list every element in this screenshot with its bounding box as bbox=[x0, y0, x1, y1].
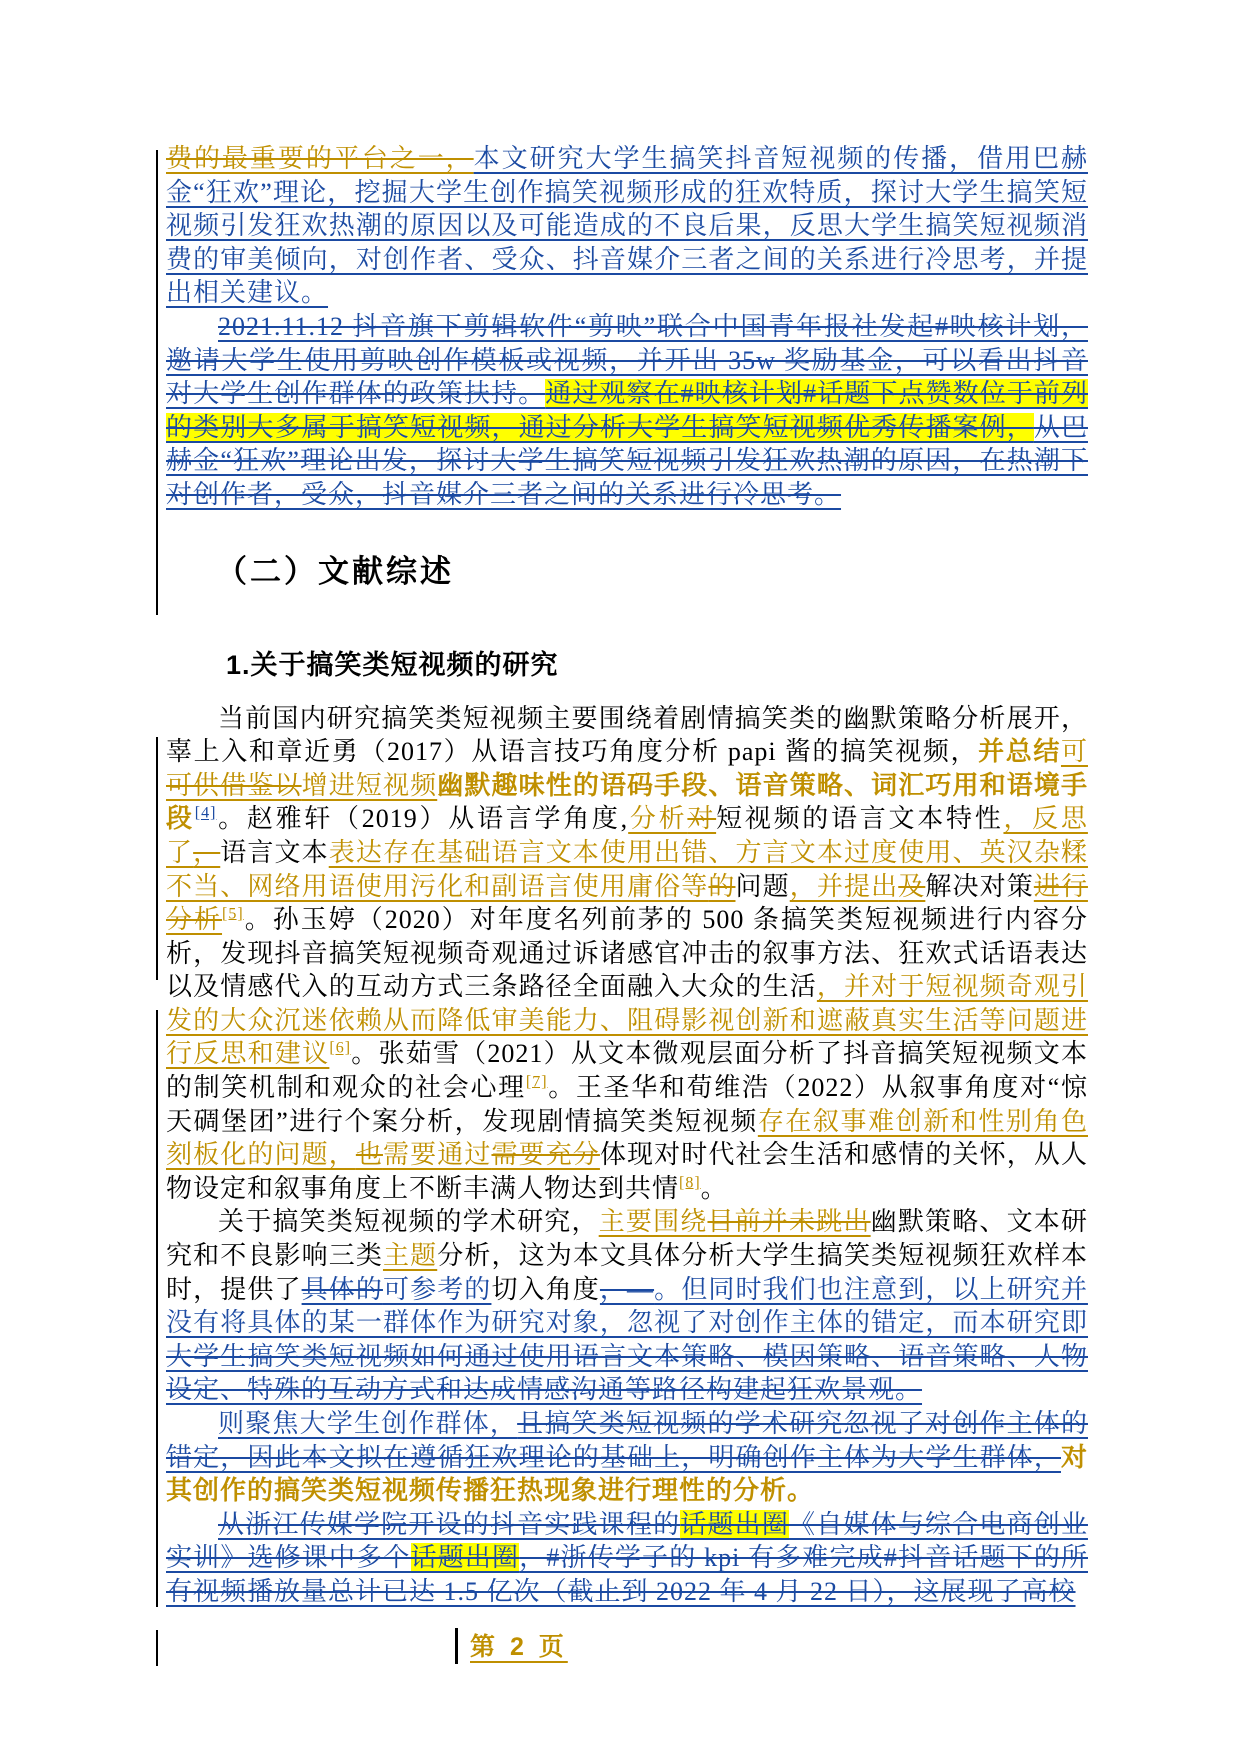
text-run: [5] bbox=[222, 905, 244, 923]
text-run: 通过观察在#映核计划#话题下点赞数位于前列的类别大多属于搞笑短视频，通过分析大学生搞笑短视频优秀传播案例， bbox=[166, 379, 1088, 442]
text-run: 当前国内研究搞笑类短视频主要围绕着剧情搞笑类的幽默策略分析展开，辜上入和章近勇（2017）从语言技巧角度分析 papi 酱的搞笑视频， bbox=[166, 703, 1088, 767]
text-run: ，并对于短视频奇观引发的大众沉迷依赖从而降低审美能力、阻碍影视创新和遮蔽真实生活等问题进行反思和建议 bbox=[166, 972, 1088, 1069]
text-run: [8] bbox=[679, 1174, 701, 1192]
text-run: 需要充分 bbox=[491, 1140, 600, 1170]
text-run: 从巴赫金“狂欢”理论出发，探讨大学生搞笑短视频引发狂欢热潮的原因，在热潮下对创作者，受众，抖音媒介三者之间的关系进行冷思考。 bbox=[166, 412, 1088, 509]
text-run: 也 bbox=[355, 1140, 383, 1170]
text-run: 增进短视频 bbox=[301, 770, 438, 800]
text-run: 存在叙事难创新和性别角色刻板化的问题， bbox=[166, 1106, 1088, 1170]
text-run: 话题出圈 bbox=[680, 1509, 790, 1539]
text-run: 的 bbox=[708, 871, 736, 901]
text-run: 切入角度 bbox=[491, 1274, 600, 1304]
text-run: 可供借鉴以 bbox=[166, 770, 302, 800]
text-run: 费的最重要的平台之一， bbox=[166, 144, 474, 173]
text-run: 分析 bbox=[628, 804, 688, 834]
text-run: ，反思了 bbox=[166, 804, 1088, 867]
paragraph-research-focus bbox=[166, 1407, 1088, 1508]
text-run: 。但同时我们也注意到，以上研究并没有将具体的某一群体作为研究对象，忽视了对创作主体的错定，而本研究即 bbox=[166, 1274, 1088, 1338]
text-run: 则聚焦大学生创作群体， bbox=[218, 1409, 518, 1438]
text-run: 具体的 bbox=[301, 1274, 383, 1304]
change-bar bbox=[156, 150, 158, 615]
text-run: [7] bbox=[525, 1073, 548, 1091]
text-run: 本文研究大学生搞笑抖音短视频的传播，借用巴赫金“狂欢”理论，挖掘大学生创作搞笑视频形成的狂欢特质，探讨大学生搞笑短视频引发狂欢热潮的原因以及可能造成的不良后果，反思大学生搞笑短视频消费的审美倾向，对创作者、受众、抖音媒介三者之间的关系进行冷思考，并提出相关建议。 bbox=[166, 144, 1088, 308]
text-run: 可 bbox=[1060, 737, 1088, 767]
text-run: 并总结 bbox=[978, 736, 1061, 767]
text-run: 且搞笑类短视频的学术研究忽视了对创作主体的错定，因此本文拟在遵循狂欢理论的基础上，明确创作主体为大学生群体， bbox=[166, 1409, 1088, 1472]
text-run: 。王圣华和荀维浩（2022）从叙事角度对“惊天碉堡团”进行个案分析，发现剧情搞笑类短视频 bbox=[166, 1073, 1088, 1136]
section-heading: （二）文献综述 bbox=[216, 553, 454, 589]
text-run: 对其创作的搞笑类短视频传播狂热现象进行理性的分析。 bbox=[166, 1441, 1088, 1506]
text-run: 关于搞笑类短视频的学术研究， bbox=[218, 1207, 599, 1237]
text-run: 需要通过 bbox=[382, 1140, 492, 1170]
text-run: 。 bbox=[700, 1173, 728, 1203]
text-run: [6] bbox=[329, 1039, 352, 1057]
text-run: 可参考的 bbox=[382, 1274, 492, 1304]
paragraph-literature-review bbox=[166, 702, 1088, 1206]
text-run: 2021.11.12 抖音旗下剪辑软件“剪映”联合中国青年报社发起#映核计划，邀请大学生使用剪映创作模板或视频，并开出 35w 奖励基金，可以看出抖音对大学生创作群体的政策扶持。 bbox=[166, 311, 1088, 409]
text-run: 主题 bbox=[382, 1241, 438, 1271]
text-run: 解决对策 bbox=[925, 871, 1034, 901]
text-run: ，— bbox=[599, 1274, 655, 1304]
text-run: 《自媒体与综合电商创业实训》选修课中多个 bbox=[166, 1509, 1088, 1573]
text-run: 问题 bbox=[735, 871, 790, 901]
subsection-heading: 1.关于搞笑类短视频的研究 bbox=[226, 649, 559, 680]
text-run: 语言文本 bbox=[220, 837, 329, 867]
document-body bbox=[166, 142, 1088, 1609]
text-run: 幽默趣味性的语码手段、语音策略、词汇巧用和语境手段 bbox=[166, 769, 1088, 834]
text-run: 幽默策略、文本研究和不良影响三类 bbox=[166, 1207, 1088, 1271]
text-run: 。张茹雪（2021）从文本微观层面分析了抖音搞笑短视频文本的制笑机制和观众的社会心理 bbox=[166, 1039, 1088, 1103]
text-run: 从浙江传媒学院开设的抖音实践课程的 bbox=[218, 1509, 681, 1539]
page-number: 第 2 页 bbox=[470, 1633, 568, 1661]
text-run: 。赵雅轩（2019）从语言学角度, bbox=[216, 804, 629, 834]
paragraph-deleted-background bbox=[166, 310, 1088, 512]
text-run: 目前并未跳出 bbox=[707, 1207, 871, 1237]
text-run: 表达存在基础语言文本使用出错、方言文本过度使用、英汉杂糅不当、网络用语使用污化和副语言使用庸俗等 bbox=[166, 837, 1088, 901]
text-run: 及 bbox=[898, 871, 926, 901]
text-run: 分析，这为本文具体分析大学生搞笑类短视频狂欢样本时，提供了 bbox=[166, 1241, 1088, 1304]
text-run: 大学生搞笑类短视频如何通过使用语言文本策略、模因策略、语音策略、人物设定、特殊的互动方式和达成情感沟通等路径构建起狂欢景观。 bbox=[166, 1341, 1088, 1405]
text-run: ，#浙传学子的 kpi 有多难完成#抖音话题下的所有视频播放量总计已达 1.5 亿次（截止到 2022 年 4 月 22 日），这展现了高校 bbox=[166, 1543, 1088, 1606]
text-run: 话题出圈 bbox=[410, 1543, 520, 1573]
change-bar bbox=[156, 737, 158, 980]
change-bar bbox=[156, 1010, 158, 1607]
text-run: [4] bbox=[194, 804, 217, 822]
text-run: 体现对时代社会生活和感情的关怀，从人物设定和叙事角度上不断丰满人物达到共情 bbox=[166, 1140, 1088, 1203]
paragraph-intro bbox=[166, 142, 1088, 310]
text-run: 对 bbox=[687, 804, 717, 834]
footer-change-bar bbox=[455, 1628, 458, 1664]
text-run: ，并提出 bbox=[789, 871, 899, 901]
text-run: ， bbox=[193, 837, 221, 867]
change-bar bbox=[156, 1630, 158, 1666]
paragraph-zhejiang-college bbox=[166, 1508, 1088, 1609]
text-run: 进行分析 bbox=[166, 871, 1088, 935]
paragraph-research-summary bbox=[166, 1205, 1088, 1407]
text-run: 。孙玉婷（2020）对年度名列前茅的 500 条搞笑类短视频进行内容分析，发现抖音搞笑短视频奇观通过诉诸感官冲击的叙事方法、狂欢式话语表达以及情感代入的互动方式三条路径全面融入大众的生活 bbox=[166, 905, 1088, 1002]
text-run: 短视频的语言文本特性 bbox=[716, 804, 1004, 834]
text-run: 主要围绕 bbox=[598, 1207, 708, 1237]
